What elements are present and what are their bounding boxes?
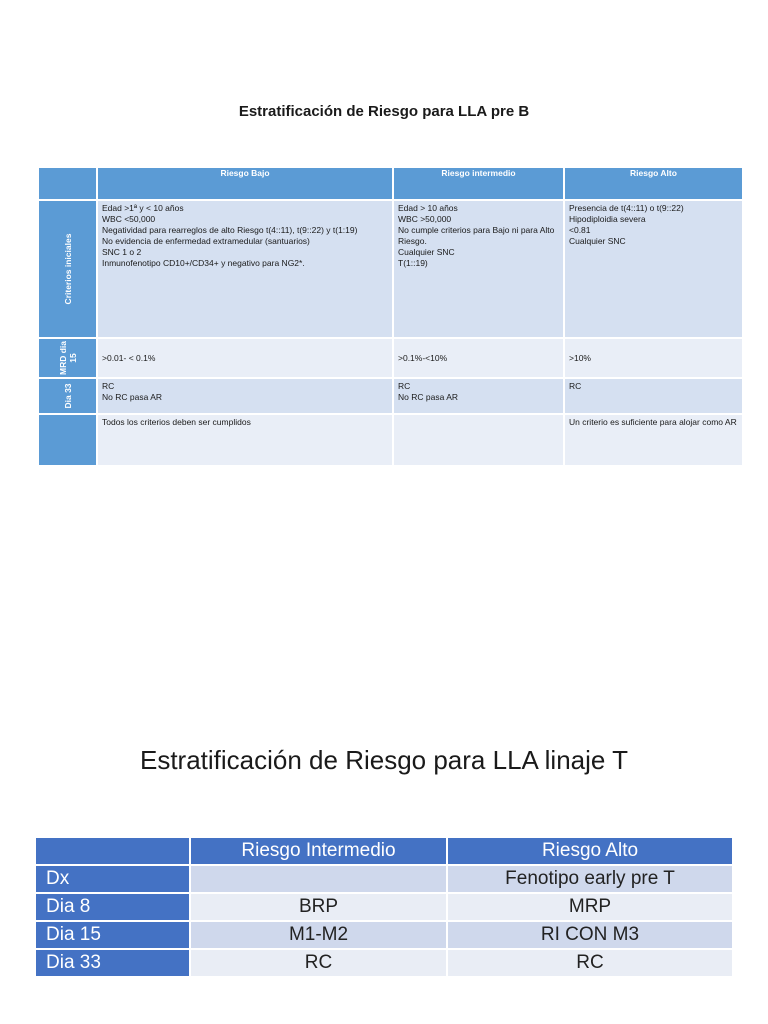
cell-dia33-intermedio: RC	[190, 949, 447, 977]
risk-table-pre-b	[37, 166, 744, 467]
table-row	[35, 865, 733, 893]
table-row	[35, 921, 733, 949]
table-row	[38, 200, 743, 338]
table2-title: Estratificación de Riesgo para LLA linaje T	[139, 745, 629, 775]
cell-dx-alto: Fenotipo early pre T	[447, 865, 733, 893]
cell-dia15-alto: RI CON M3	[447, 921, 733, 949]
cell-mrd-bajo: >0.01- < 0.1%	[97, 338, 393, 378]
cell-dia15-intermedio: M1-M2	[190, 921, 447, 949]
table-row	[38, 338, 743, 378]
table1-header-riesgo-bajo: Riesgo Bajo	[97, 167, 393, 200]
table1-header-corner	[38, 167, 97, 200]
cell-dia33-bajo: RC No RC pasa AR	[97, 378, 393, 414]
table-row	[35, 893, 733, 921]
table1-title: Estratificación de Riesgo para LLA pre B	[238, 103, 530, 120]
row-label-dx: Dx	[35, 865, 190, 893]
row-label-dia15: Dia 15	[35, 921, 190, 949]
cell-dia33-intermedio: RC No RC pasa AR	[393, 378, 564, 414]
cell-dia8-intermedio: BRP	[190, 893, 447, 921]
cell-criterios-bajo: Edad >1ª y < 10 años WBC <50,000 Negatividad para rearreglos de alto Riesgo t(4::11), t(9::22) y t(1:19) No evidencia de enfermedad extramedular (santuarios) SNC 1 o 2 Inmunofenotipo CD10+/CD34+ y negativo para NG2*.	[97, 200, 393, 338]
cell-mrd-alto: >10%	[564, 338, 743, 378]
table2-header-riesgo-alto: Riesgo Alto	[447, 837, 733, 865]
vertical-label: MRD dia 15	[57, 341, 78, 375]
table-row	[38, 378, 743, 414]
cell-footer-intermedio	[393, 414, 564, 466]
cell-criterios-alto: Presencia de t(4::11) o t(9::22) Hipodiploidia severa <0.81 Cualquier SNC	[564, 200, 743, 338]
table1-header-row	[38, 167, 743, 200]
cell-dx-intermedio	[190, 865, 447, 893]
cell-mrd-intermedio: >0.1%-<10%	[393, 338, 564, 378]
table1-header-riesgo-intermedio: Riesgo intermedio	[393, 167, 564, 200]
table-row	[38, 414, 743, 466]
row-label-empty	[38, 414, 97, 466]
table2-header-row	[35, 837, 733, 865]
vertical-label: Criterios iniciales	[62, 233, 73, 305]
row-label-mrd	[38, 338, 97, 378]
risk-table-linaje-t	[34, 836, 734, 978]
vertical-label: Dia 33	[62, 383, 73, 409]
cell-criterios-intermedio: Edad > 10 años WBC >50,000 No cumple criterios para Bajo ni para Alto Riesgo. Cualquier SNC T(1::19)	[393, 200, 564, 338]
row-label-dia33: Dia 33	[35, 949, 190, 977]
table2-header-corner	[35, 837, 190, 865]
cell-dia8-alto: MRP	[447, 893, 733, 921]
cell-dia33-alto: RC	[564, 378, 743, 414]
table1-header-riesgo-alto: Riesgo Alto	[564, 167, 743, 200]
cell-dia33-alto: RC	[447, 949, 733, 977]
row-label-dia33	[38, 378, 97, 414]
table2-header-riesgo-intermedio: Riesgo Intermedio	[190, 837, 447, 865]
cell-footer-bajo: Todos los criterios deben ser cumplidos	[97, 414, 393, 466]
table-row	[35, 949, 733, 977]
row-label-criterios	[38, 200, 97, 338]
cell-footer-alto: Un criterio es suficiente para alojar como AR	[564, 414, 743, 466]
row-label-dia8: Dia 8	[35, 893, 190, 921]
